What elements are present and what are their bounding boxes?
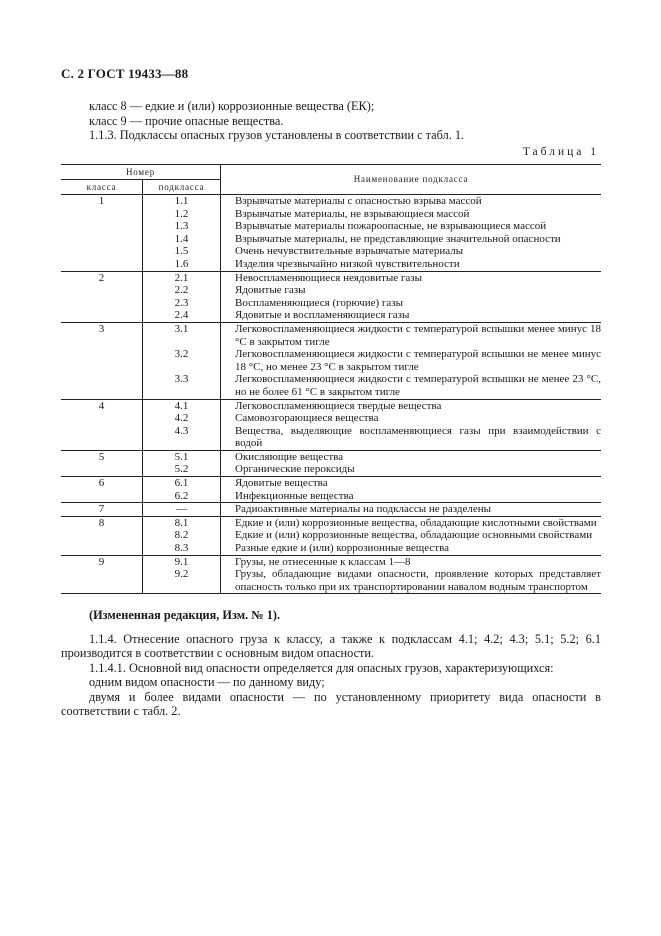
class-cell: 2 [61, 271, 143, 322]
table-row [61, 399, 601, 450]
name-cell [221, 271, 602, 322]
subclass-name: Воспламеняющиеся (горючие) газы [235, 296, 404, 309]
subclass-table [61, 164, 601, 594]
after-text [61, 608, 601, 719]
name-cell [221, 555, 602, 594]
paragraph: 1.1.4.1. Основной вид опасности определяется для опасных грузов, характеризующихся: [89, 660, 554, 675]
class-cell: 4 [61, 399, 143, 450]
class-cell: 9 [61, 555, 143, 594]
subclass-cell [143, 271, 221, 322]
subclass-name: Органические пероксиды [235, 463, 355, 476]
header-name: Наименование подкласса [353, 174, 469, 185]
subclass-name: Едкие и (или) коррозионные вещества, обладающие кислотными свойствами [235, 516, 597, 529]
name-cell [221, 195, 602, 272]
class-cell: 1 [61, 195, 143, 272]
class-cell: 3 [61, 322, 143, 399]
paragraph: 1.1.4. Отнесение опасного груза к классу, а также к подклассам 4.1; 4.2; 4.3; 5.1; 5.2; 6.1 производится в соответствии с основным видом опасности. [61, 631, 601, 660]
paragraph: класс 9 — прочие опасные вещества. [89, 113, 284, 128]
subclass-number: 5.1 [174, 450, 189, 463]
subclass-cell [143, 516, 221, 555]
subclass-name: Взрывчатые материалы с опасностью взрыва массой [235, 195, 482, 207]
subclass-cell [143, 450, 221, 476]
amendment-note: (Измененная редакция, Изм. № 1). [89, 608, 281, 622]
subclass-number: 1.5 [174, 245, 189, 258]
subclass-number: 2.2 [174, 284, 189, 297]
subclass-cell [143, 477, 221, 503]
subclass-number: 5.2 [174, 463, 189, 476]
subclass-name: Инфекционные вещества [235, 489, 354, 502]
table-row [61, 477, 601, 503]
header-class: класса [61, 180, 143, 195]
subclass-name: Ядовитые и воспламеняющиеся газы [235, 309, 410, 322]
subclass-number: 4.2 [174, 412, 189, 425]
subclass-name: Разные едкие и (или) коррозионные вещества [235, 542, 450, 555]
subclass-number: 9.2 [174, 568, 189, 581]
subclass-number: 8.1 [174, 516, 189, 529]
class-cell: 8 [61, 516, 143, 555]
subclass-cell [143, 503, 221, 517]
table-row [61, 271, 601, 322]
subclass-number: 2.4 [174, 309, 189, 322]
name-cell [221, 477, 602, 503]
subclass-cell [143, 195, 221, 272]
subclass-number: 8.2 [174, 529, 189, 542]
table-caption: Таблица 1 [522, 146, 599, 158]
name-cell [221, 503, 602, 517]
subclass-number: 3.3 [174, 373, 189, 386]
paragraph: класс 8 — едкие и (или) коррозионные вещества (ЕК); [89, 99, 375, 113]
subclass-name: Радиоактивные материалы на подклассы не разделены [235, 503, 492, 516]
header-subclass: подкласса [143, 180, 221, 195]
paragraph: 1.1.3. Подклассы опасных грузов установлены в соответствии с табл. 1. [89, 128, 465, 142]
subclass-number: 1.4 [174, 232, 189, 245]
table-row [61, 555, 601, 594]
name-cell [221, 399, 602, 450]
subclass-name: Окисляющие вещества [235, 450, 344, 463]
subclass-number: 2.3 [174, 296, 189, 309]
subclass-number: 1.2 [174, 207, 189, 220]
paragraph: одним видом опасности — по данному виду; [89, 675, 325, 689]
name-cell [221, 516, 602, 555]
subclass-name: Ядовитые вещества [235, 477, 328, 490]
subclass-number: 6.1 [174, 477, 189, 490]
subclass-name: Вещества, выделяющие воспламеняющиеся газы при взаимодействии с водой [235, 424, 601, 450]
subclass-name: Изделия чрезвычайно низкой чувствительности [235, 257, 460, 270]
subclass-name: Взрывчатые материалы, не представляющие значительной опасности [235, 232, 561, 245]
subclass-name: Ядовитые газы [235, 284, 306, 297]
subclass-number: 1.1 [174, 195, 189, 207]
subclass-cell [143, 555, 221, 594]
subclass-number: 3.1 [174, 322, 189, 335]
subclass-number: 1.3 [174, 220, 189, 233]
subclass-name: Легковоспламеняющиеся жидкости с температурой вспышки не менее 23 °С, но не более 61 °С в закрытом тигле [235, 373, 601, 398]
subclass-name: Легковоспламеняющиеся твердые вещества [235, 399, 442, 412]
subclass-number: 6.2 [174, 489, 189, 502]
page-header: С. 2 ГОСТ 19433—88 [61, 66, 189, 81]
subclass-name: Взрывчатые материалы, не взрывающиеся массой [235, 207, 470, 220]
table-row [61, 516, 601, 555]
subclass-number: 4.3 [174, 424, 189, 437]
subclass-name: Невоспламеняющиеся неядовитые газы [235, 271, 423, 284]
class-cell: 7 [61, 503, 143, 517]
name-cell [221, 450, 602, 476]
subclass-name: Легковоспламеняющиеся жидкости с температурой вспышки не менее минус 18 °С, но менее 23 °С в закрытом тигле [235, 348, 601, 373]
subclass-name: Самовозгорающиеся вещества [235, 412, 379, 425]
subclass-name: Взрывчатые материалы пожароопасные, не взрывающиеся массой [235, 220, 547, 233]
class-cell: 5 [61, 450, 143, 476]
paragraph: двумя и более видами опасности — по установленному приоритету вида опасности в соответствии с табл. 2. [61, 689, 601, 718]
subclass-cell [143, 322, 221, 399]
subclass-name: Очень нечувствительные взрывчатые материалы [235, 245, 464, 258]
subclass-number: 9.1 [174, 555, 189, 568]
table-row [61, 195, 601, 272]
name-cell [221, 322, 602, 399]
table-row [61, 322, 601, 399]
subclass-name: Едкие и (или) коррозионные вещества, обладающие основными свойствами [235, 529, 593, 542]
subclass-name: Легковоспламеняющиеся жидкости с температурой вспышки менее минус 18 °С в закрытом тигле [235, 322, 601, 348]
subclass-number: 1.6 [174, 257, 189, 270]
table-row [61, 450, 601, 476]
class-cell: 6 [61, 477, 143, 503]
subclass-number: 4.1 [174, 399, 189, 412]
intro-text [61, 99, 601, 143]
subclass-number: 2.1 [174, 271, 189, 284]
subclass-number: — [176, 503, 187, 516]
subclass-cell [143, 399, 221, 450]
table-row [61, 503, 601, 517]
subclass-number: 3.2 [174, 348, 189, 361]
subclass-number: 8.3 [174, 542, 189, 555]
subclass-name: Грузы, обладающие видами опасности, проявление которых представляет опасность только при их транспортировании навалом водным транспортом [235, 568, 601, 593]
header-number: Номер [61, 165, 221, 180]
subclass-name: Грузы, не отнесенные к классам 1—8 [235, 555, 411, 568]
